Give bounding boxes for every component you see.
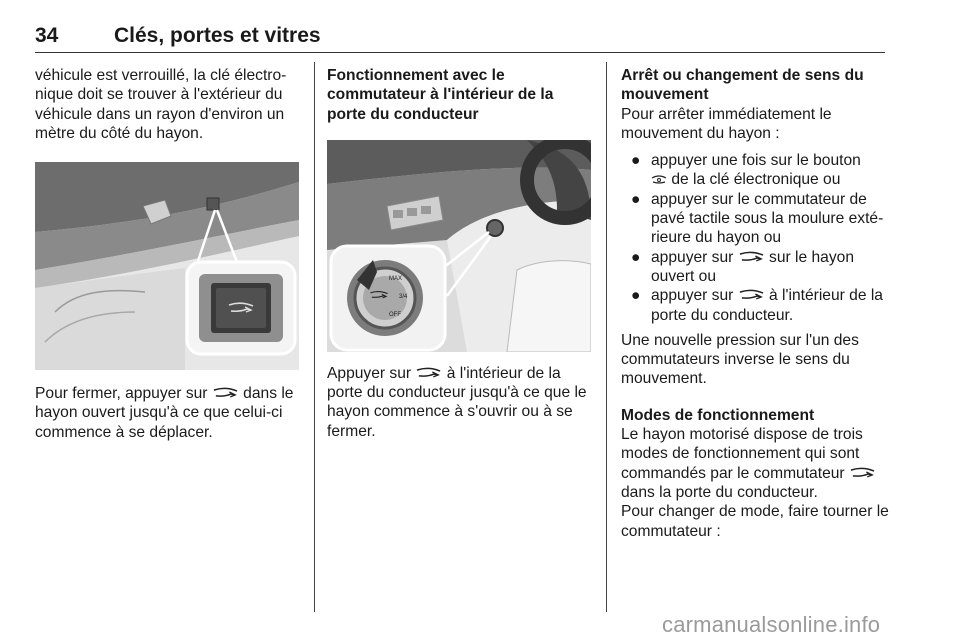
- tailgate-open-icon: [849, 466, 876, 480]
- list-item: ● appuyer sur le commutateur de pavé tactile sous la moulure exté-rieure du hayon ou: [631, 190, 884, 247]
- bullet-dot: ●: [631, 190, 641, 208]
- tailgate-open-icon: [415, 366, 442, 380]
- page-number: 34: [35, 24, 59, 47]
- stop-intro: Pour arrêter immédiatement le mouvement du hayon :: [621, 105, 832, 142]
- tailgate-switch-illustration: [35, 162, 299, 370]
- section-heading-stop: Arrêt ou changement de sens du mouvement: [621, 67, 864, 104]
- watermark: carmanualsonline.info: [662, 612, 881, 637]
- tailgate-open-icon: [738, 250, 765, 264]
- press-instruction: Appuyer sur à l'intérieur de la porte du conducteur jusqu'à ce que le hayon commence à s'ouvrir ou à se fermer.: [327, 364, 587, 440]
- driver-door-switch-illustration: [327, 140, 591, 352]
- intro-paragraph: véhicule est verrouillé, la clé électro-nique doit se trouver à l'extérieur du véhicule dans un rayon d'environ un mètre du côté du hayon.: [35, 67, 287, 142]
- close-instruction: Pour fermer, appuyer sur dans le hayon ouvert jusqu'à ce que celui-ci commence à se déplacer.: [35, 385, 294, 441]
- list-item: ● appuyer une fois sur le bouton de la clé électronique ou: [631, 152, 861, 189]
- page-title: Clés, portes et vitres: [114, 24, 321, 47]
- column-divider-1: [314, 62, 315, 612]
- bullet-dot: ●: [631, 248, 641, 266]
- column-1: [35, 66, 303, 442]
- column-divider-2: [606, 62, 607, 612]
- column-3: [621, 66, 889, 541]
- knob-label-off: OFF: [389, 311, 401, 318]
- column-2: [327, 66, 593, 441]
- reverse-paragraph: Une nouvelle pression sur l'un des commutateurs inverse le sens du mouvement.: [621, 331, 859, 388]
- list-item: ● appuyer sur à l'intérieur de la porte du conducteur.: [631, 287, 883, 324]
- key-fob-tailgate-icon: [651, 173, 667, 185]
- tailgate-open-icon: [212, 386, 239, 400]
- tailgate-open-icon: [738, 288, 765, 302]
- list-item: ● appuyer sur sur le hayon ouvert ou: [631, 248, 854, 285]
- bullet-dot: ●: [631, 287, 641, 305]
- section-heading-modes: Modes de fonctionnement: [621, 406, 815, 424]
- page-header: [35, 22, 885, 53]
- bullet-dot: ●: [631, 152, 641, 170]
- change-mode-paragraph: Pour changer de mode, faire tourner le commutateur :: [621, 503, 889, 540]
- modes-paragraph: Le hayon motorisé dispose de trois modes de fonctionnement qui sont commandés par le commutateur dans la porte du conducteur.: [621, 425, 889, 502]
- knob-label-34: 3/4: [399, 293, 408, 300]
- knob-label-max: MAX: [389, 275, 403, 282]
- section-heading-driver-door: Fonctionnement avec le commutateur à l'intérieur de la porte du conducteur: [327, 67, 554, 123]
